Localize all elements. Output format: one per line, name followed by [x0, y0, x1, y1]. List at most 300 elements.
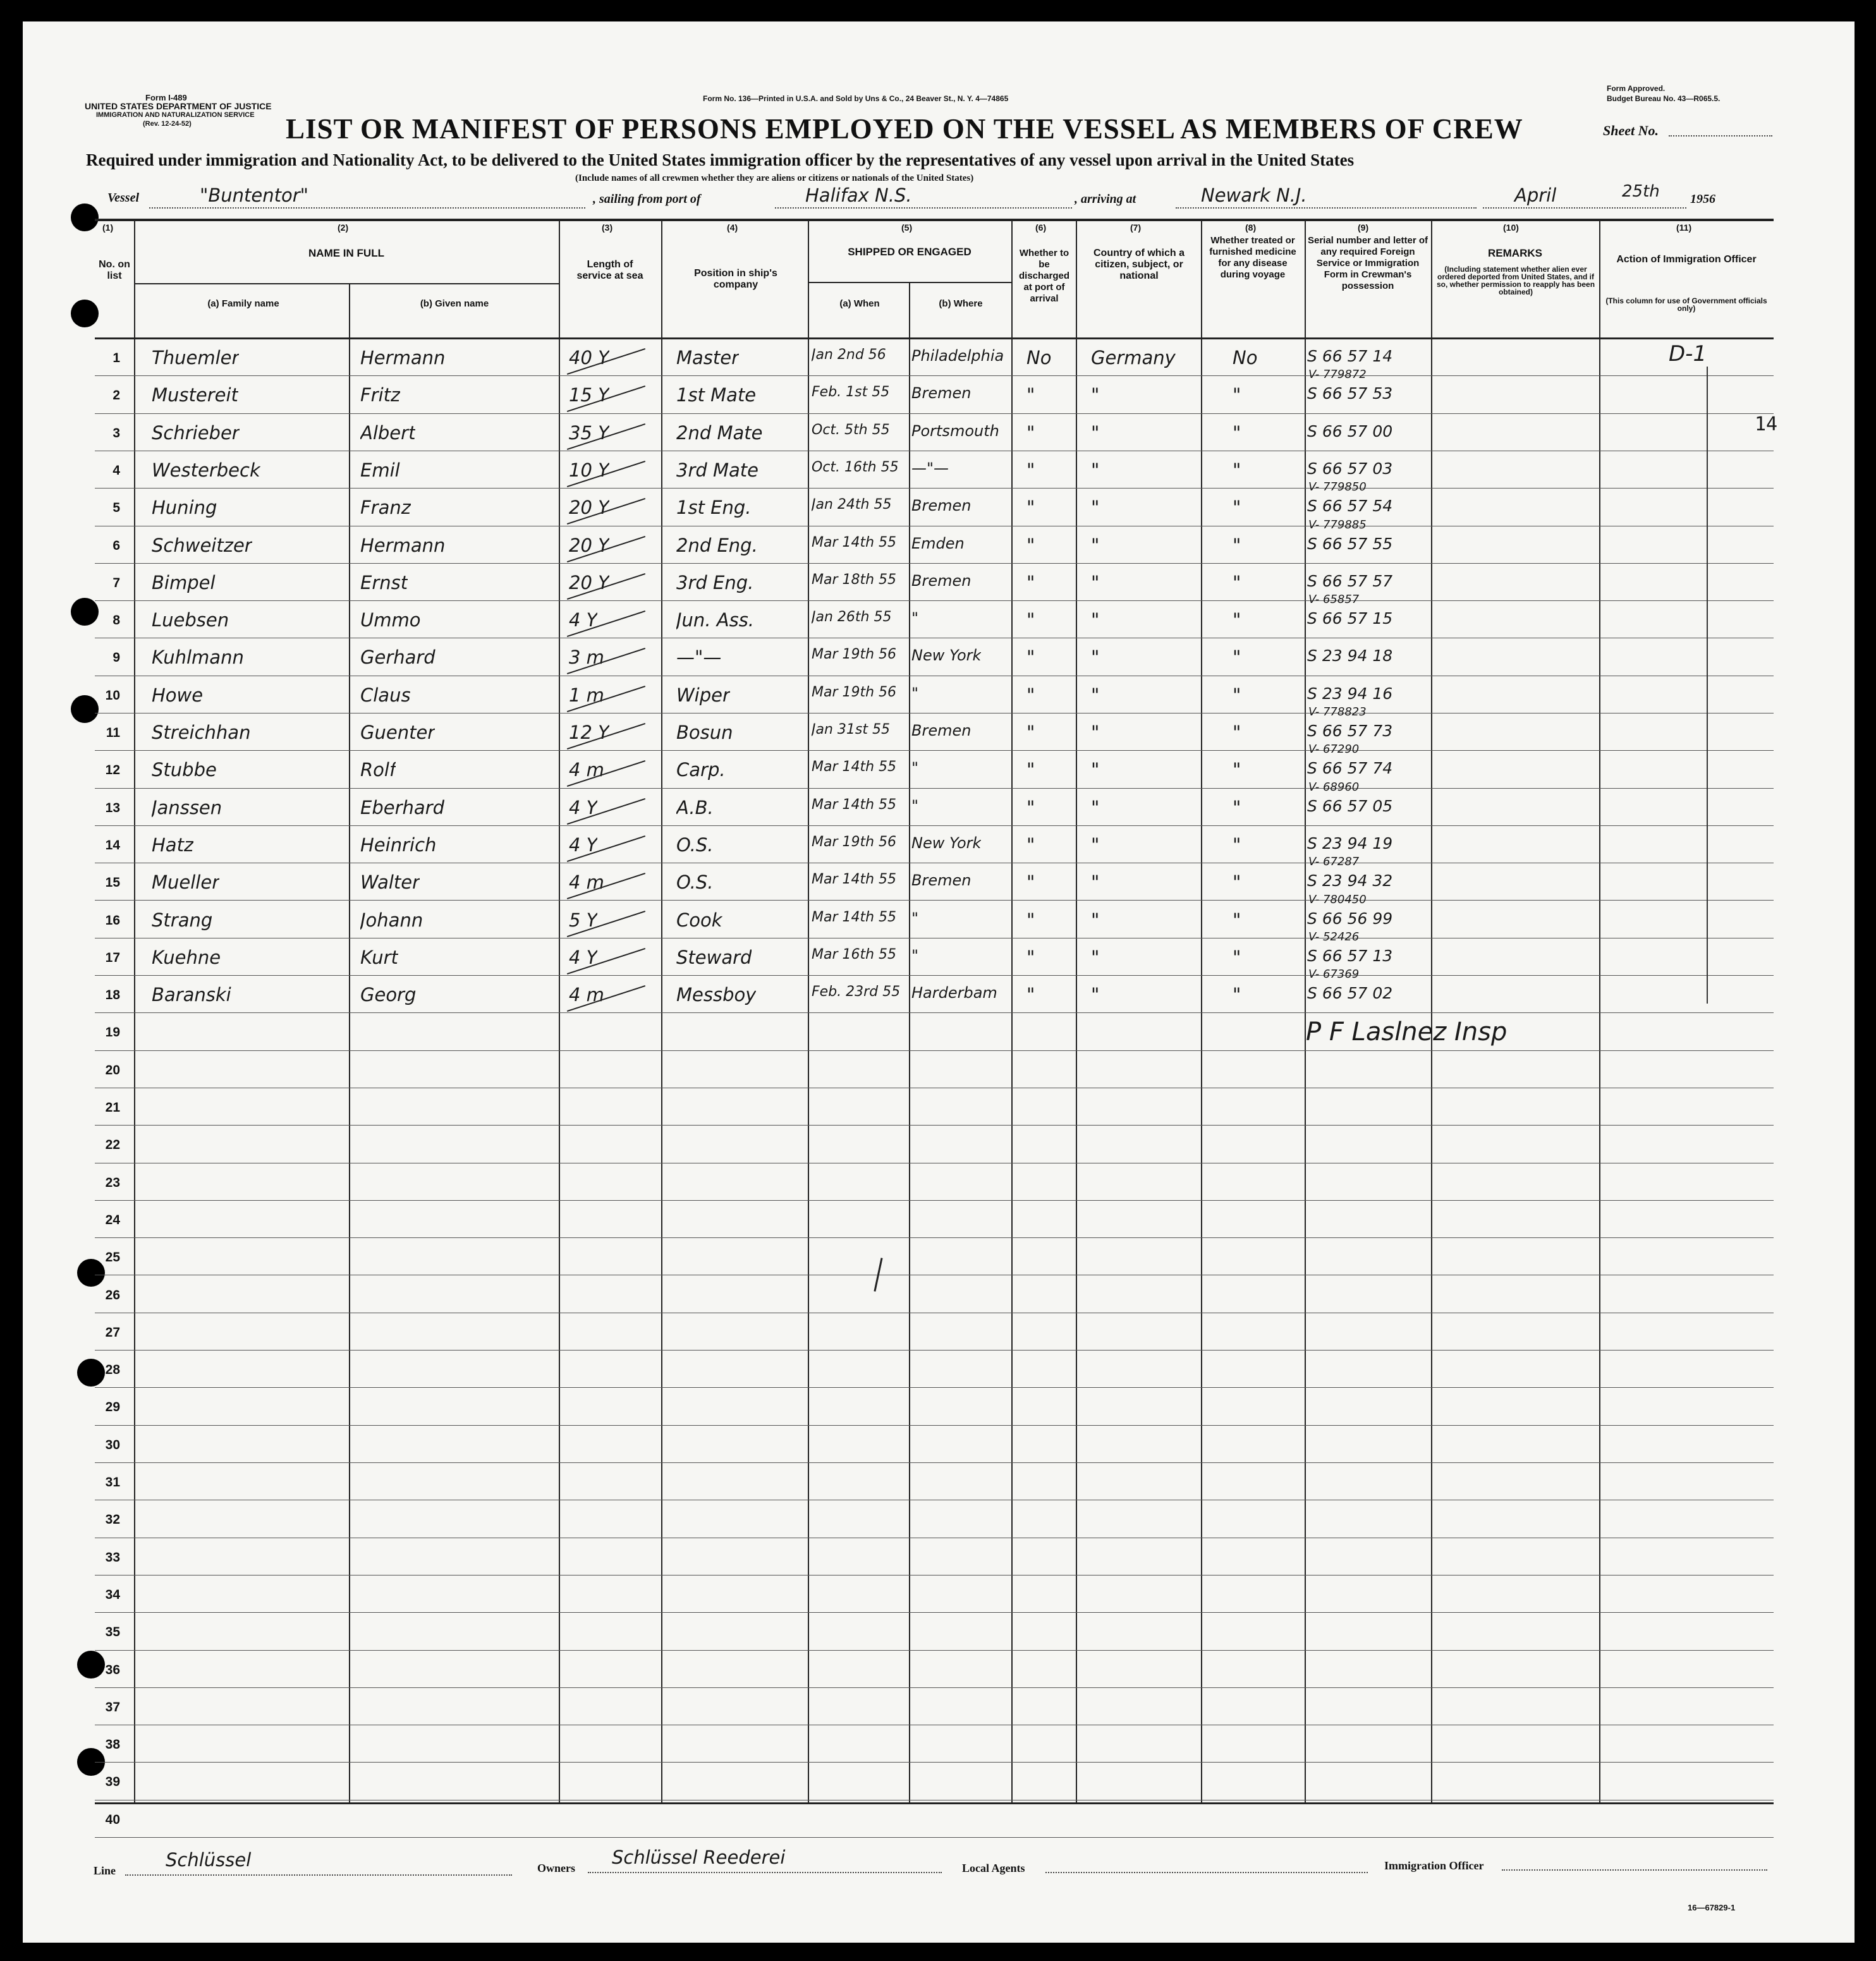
- row-number: 13: [105, 801, 120, 815]
- row-rule: [95, 375, 1774, 376]
- crew-discharged: ": [1026, 871, 1035, 893]
- crew-country: ": [1091, 647, 1100, 668]
- row-number: 17: [105, 950, 120, 965]
- crew-given: Albert: [360, 422, 416, 444]
- crew-country: ": [1091, 684, 1100, 706]
- head-action-note: (This column for use of Government officials only): [1605, 296, 1767, 313]
- head-when: (a) When: [839, 298, 880, 309]
- crew-service: 12 Y: [569, 722, 609, 743]
- crew-when: Mar 19th 56: [812, 684, 897, 700]
- row-number: 2: [113, 388, 120, 403]
- head-medicine: Whether treated or furnished medicine for any disease during voyage: [1209, 235, 1296, 280]
- col-rule: [559, 220, 560, 1802]
- crew-medicine: ": [1233, 497, 1241, 518]
- arriving-label: , arriving at: [1075, 192, 1136, 206]
- crew-medicine: ": [1233, 759, 1241, 780]
- crew-service: 4 Y: [569, 947, 598, 968]
- crew-family: Hatz: [152, 834, 194, 856]
- crew-service: 4 Y: [569, 609, 598, 631]
- col-num-11: (11): [1676, 222, 1692, 233]
- col-num-10: (10): [1503, 222, 1519, 233]
- head-remarks: REMARKS: [1488, 247, 1542, 259]
- crew-where: ": [911, 947, 919, 964]
- row-number: 14: [105, 838, 120, 853]
- crew-position: O.S.: [676, 871, 714, 893]
- crew-when: Mar 14th 55: [812, 871, 897, 887]
- crew-where: Bremen: [911, 384, 972, 402]
- crew-medicine: ": [1233, 647, 1241, 668]
- crew-medicine: ": [1233, 609, 1241, 631]
- crew-serial-visa: V- 67369: [1308, 968, 1360, 981]
- crew-position: A.B.: [676, 797, 714, 818]
- crew-medicine: ": [1233, 722, 1241, 743]
- crew-when: Jan 26th 55: [812, 609, 892, 625]
- crew-serial: S 66 57 02: [1307, 984, 1393, 1002]
- head-serial: Serial number and letter of any required Foreign Service or Immigration Form in Crewman's possession: [1307, 235, 1428, 291]
- crew-position: 3rd Eng.: [676, 572, 754, 593]
- crew-given: Kurt: [360, 947, 398, 968]
- crew-where: Portsmouth: [911, 422, 999, 440]
- crew-service: 5 Y: [569, 909, 598, 931]
- crew-when: Mar 18th 55: [812, 572, 897, 588]
- form-code: 16—67829-1: [1688, 1903, 1736, 1912]
- crew-country: ": [1091, 722, 1100, 743]
- crew-when: Feb. 23rd 55: [812, 984, 901, 1000]
- crew-serial: S 66 56 99: [1307, 909, 1393, 928]
- year: 1956: [1690, 192, 1715, 206]
- col-num-6: (6): [1035, 222, 1047, 233]
- row-number: 36: [105, 1663, 120, 1677]
- crew-serial-visa: V- 65857: [1308, 593, 1360, 606]
- crew-medicine: ": [1233, 947, 1241, 968]
- row-number: 38: [105, 1737, 120, 1752]
- row-number: 40: [105, 1812, 120, 1827]
- crew-serial: S 66 57 14: [1307, 347, 1393, 365]
- crew-serial: S 66 57 00: [1307, 422, 1393, 440]
- row-number: 1: [113, 351, 120, 365]
- vessel-name: "Buntentor": [200, 185, 308, 206]
- crew-serial-visa: V- 67287: [1308, 855, 1360, 868]
- crew-where: —"—: [911, 459, 949, 477]
- crew-country: ": [1091, 759, 1100, 780]
- crew-given: Eberhard: [360, 797, 444, 818]
- row-rule: [95, 1650, 1774, 1651]
- crew-serial-visa: V- 779872: [1308, 368, 1367, 381]
- row-number: 6: [113, 538, 120, 553]
- head-action: Action of Immigration Officer: [1616, 254, 1757, 265]
- crew-service: 4 Y: [569, 797, 598, 818]
- crew-medicine: ": [1233, 684, 1241, 706]
- crew-country: ": [1091, 572, 1100, 593]
- row-rule: [95, 1687, 1774, 1688]
- crew-country: ": [1091, 609, 1100, 631]
- row-number: 32: [105, 1512, 120, 1527]
- crew-when: Oct. 5th 55: [812, 422, 890, 438]
- crew-family: Baranski: [152, 984, 231, 1005]
- crew-given: Ummo: [360, 609, 421, 631]
- service: IMMIGRATION AND NATURALIZATION SERVICE: [96, 111, 255, 119]
- crew-given: Hermann: [360, 535, 446, 556]
- table-top-rule: [95, 219, 1774, 221]
- crew-discharged: ": [1026, 535, 1035, 556]
- crew-discharged: ": [1026, 497, 1035, 518]
- agents-label: Local Agents: [962, 1862, 1025, 1874]
- col-rule: [1011, 220, 1013, 1802]
- col-rule: [1599, 220, 1600, 1802]
- crew-country: ": [1091, 497, 1100, 518]
- owners-field: [588, 1872, 942, 1873]
- crew-position: Cook: [676, 909, 722, 931]
- crew-family: Mustereit: [152, 384, 238, 406]
- head-where: (b) Where: [939, 298, 983, 309]
- crew-when: Mar 16th 55: [812, 947, 897, 962]
- crew-service: 35 Y: [569, 422, 609, 444]
- crew-medicine: ": [1233, 984, 1241, 1005]
- action-bracket: [1707, 367, 1708, 1004]
- include-note: (Include names of all crewmen whether they are aliens or citizens or nationals of the United States): [575, 173, 974, 183]
- crew-family: Streichhan: [152, 722, 251, 743]
- punch-hole: [71, 203, 99, 231]
- col-num-8: (8): [1245, 222, 1257, 233]
- row-number: 26: [105, 1288, 120, 1302]
- crew-serial: S 66 57 54: [1307, 497, 1393, 515]
- line-value: Schlüssel: [166, 1849, 252, 1871]
- crew-where: Philadelphia: [911, 347, 1004, 365]
- row-number: 16: [105, 913, 120, 928]
- crew-medicine: No: [1233, 347, 1258, 368]
- crew-family: Mueller: [152, 871, 220, 893]
- officer-label: Immigration Officer: [1384, 1859, 1484, 1872]
- sailing-from: Halifax N.S.: [805, 185, 912, 206]
- row-number: 20: [105, 1063, 120, 1078]
- head-remarks-note: (Including statement whether alien ever ordered deported from United States, and if so, whether permission to reapply has been obtained): [1436, 265, 1595, 296]
- crew-family: Howe: [152, 684, 204, 706]
- row-rule: [95, 563, 1774, 564]
- col-num-1: (1): [102, 222, 114, 233]
- crew-given: Hermann: [360, 347, 446, 368]
- crew-service: 4 m: [569, 984, 604, 1005]
- row-number: 9: [113, 650, 120, 665]
- crew-given: Johann: [360, 909, 423, 931]
- row-number: 31: [105, 1475, 120, 1490]
- crew-serial: S 66 57 53: [1307, 384, 1393, 403]
- row-number: 23: [105, 1175, 120, 1190]
- row-rule: [95, 1350, 1774, 1351]
- sailing-line: [775, 207, 1072, 209]
- punch-hole: [71, 300, 99, 327]
- row-number: 3: [113, 426, 120, 440]
- shipped-subrule: [808, 282, 1011, 283]
- row-rule: [95, 825, 1774, 826]
- crew-service: 10 Y: [569, 459, 609, 481]
- date-month: April: [1514, 185, 1557, 206]
- crew-serial: S 66 57 05: [1307, 797, 1393, 815]
- crew-when: Mar 14th 55: [812, 797, 897, 813]
- crew-position: Master: [676, 347, 740, 368]
- row-number: 37: [105, 1700, 120, 1715]
- row-rule: [95, 413, 1774, 414]
- line-field: [125, 1874, 512, 1876]
- crew-position: O.S.: [676, 834, 714, 856]
- crew-where: Harderbam: [911, 984, 997, 1002]
- date-line: [1483, 207, 1686, 209]
- crew-discharged: ": [1026, 572, 1035, 593]
- owners-label: Owners: [537, 1862, 575, 1874]
- crew-country: ": [1091, 834, 1100, 856]
- sheet-label: Sheet No.: [1603, 123, 1659, 138]
- row-rule: [95, 1387, 1774, 1388]
- crew-position: 2nd Mate: [676, 422, 763, 444]
- crew-position: Bosun: [676, 722, 733, 743]
- crew-medicine: ": [1233, 535, 1241, 556]
- crew-where: Bremen: [911, 572, 972, 590]
- crew-service: 4 m: [569, 759, 604, 780]
- crew-position: Carp.: [676, 759, 726, 780]
- crew-service: 20 Y: [569, 535, 609, 556]
- col-rule: [808, 220, 809, 1802]
- crew-family: Schrieber: [152, 422, 240, 444]
- crew-medicine: ": [1233, 909, 1241, 931]
- crew-when: Oct. 16th 55: [812, 459, 899, 475]
- header-bottom-rule: [95, 337, 1774, 339]
- owners-value: Schlüssel Reederei: [612, 1847, 786, 1868]
- head-shipped: SHIPPED OR ENGAGED: [848, 246, 972, 258]
- head-country: Country of which a citizen, subject, or national: [1093, 248, 1185, 281]
- row-number: 25: [105, 1250, 120, 1265]
- row-rule: [95, 1050, 1774, 1051]
- department: UNITED STATES DEPARTMENT OF JUSTICE: [85, 101, 272, 111]
- crew-given: Claus: [360, 684, 411, 706]
- row-number: 4: [113, 463, 120, 478]
- row-number: 8: [113, 613, 120, 628]
- crew-discharged: ": [1026, 722, 1035, 743]
- crew-discharged: ": [1026, 609, 1035, 631]
- crew-given: Gerhard: [360, 647, 436, 668]
- row-rule: [95, 900, 1774, 901]
- col-rule: [134, 220, 135, 1802]
- crew-medicine: ": [1233, 459, 1241, 481]
- crew-discharged: ": [1026, 422, 1035, 444]
- col-rule: [1076, 220, 1077, 1802]
- crew-discharged: ": [1026, 984, 1035, 1005]
- crew-position: Steward: [676, 947, 752, 968]
- crew-serial: S 66 57 03: [1307, 459, 1393, 478]
- crew-family: Schweitzer: [152, 535, 252, 556]
- crew-medicine: ": [1233, 871, 1241, 893]
- row-number: 28: [105, 1363, 120, 1377]
- table-bottom-rule: [95, 1802, 1774, 1804]
- row-rule: [95, 600, 1774, 601]
- crew-serial-visa: V- 52426: [1308, 930, 1360, 944]
- crew-position: —"—: [676, 647, 722, 668]
- crew-when: Jan 31st 55: [812, 722, 890, 738]
- crew-where: ": [911, 609, 919, 627]
- crew-serial: S 23 94 19: [1307, 834, 1393, 853]
- row-rule: [95, 975, 1774, 976]
- sailing-label: , sailing from port of: [593, 192, 701, 206]
- crew-discharged: ": [1026, 459, 1035, 481]
- action-mark: D-1: [1669, 341, 1707, 367]
- col-num-4: (4): [727, 222, 738, 233]
- head-family-name: (a) Family name: [207, 298, 279, 309]
- row-number: 22: [105, 1138, 120, 1152]
- row-rule: [95, 1462, 1774, 1463]
- row-rule: [95, 750, 1774, 751]
- form-id: Form I-489: [145, 93, 187, 102]
- row-number: 29: [105, 1400, 120, 1414]
- crew-given: Rolf: [360, 759, 396, 780]
- col-num-5: (5): [901, 222, 913, 233]
- crew-serial-visa: V- 778823: [1308, 705, 1367, 719]
- crew-when: Mar 19th 56: [812, 647, 897, 662]
- crew-position: 1st Mate: [676, 384, 757, 406]
- crew-service: 15 Y: [569, 384, 609, 406]
- crew-where: ": [911, 909, 919, 927]
- crew-discharged: ": [1026, 797, 1035, 818]
- crew-medicine: ": [1233, 384, 1241, 406]
- crew-where: Bremen: [911, 871, 972, 889]
- arriving-line: [1176, 207, 1477, 209]
- crew-serial: S 23 94 18: [1307, 647, 1393, 665]
- row-number: 18: [105, 988, 120, 1002]
- row-number: 19: [105, 1025, 120, 1040]
- crew-family: Westerbeck: [152, 459, 260, 481]
- col-rule: [1201, 220, 1202, 1802]
- crew-position: 2nd Eng.: [676, 535, 758, 556]
- col-rule: [1305, 220, 1306, 1802]
- row-number: 7: [113, 576, 120, 590]
- crew-position: 3rd Mate: [676, 459, 759, 481]
- crew-where: New York: [911, 834, 982, 852]
- crew-service: 20 Y: [569, 572, 609, 593]
- crew-where: Emden: [911, 535, 965, 552]
- crew-medicine: ": [1233, 422, 1241, 444]
- row-number: 39: [105, 1775, 120, 1789]
- crew-country: Germany: [1091, 347, 1176, 368]
- crew-where: Bremen: [911, 497, 972, 514]
- row-rule: [95, 1837, 1774, 1838]
- row-rule: [95, 788, 1774, 789]
- crew-where: ": [911, 684, 919, 702]
- crew-discharged: ": [1026, 759, 1035, 780]
- row-rule: [95, 1762, 1774, 1763]
- crew-serial-visa: V- 67290: [1308, 743, 1360, 756]
- crew-country: ": [1091, 984, 1100, 1005]
- row-number: 12: [105, 763, 120, 777]
- crew-serial-visa: V- 779850: [1308, 480, 1367, 494]
- crew-service: 4 Y: [569, 834, 598, 856]
- line-label: Line: [94, 1864, 116, 1877]
- agents-field: [1045, 1872, 1368, 1873]
- name-subrule: [134, 283, 559, 284]
- crew-service: 4 m: [569, 871, 604, 893]
- crew-where: ": [911, 797, 919, 815]
- crew-given: Fritz: [360, 384, 401, 406]
- manifest-title: LIST OR MANIFEST OF PERSONS EMPLOYED ON THE VESSEL AS MEMBERS OF CREW: [286, 113, 1523, 145]
- crew-given: Heinrich: [360, 834, 437, 856]
- manifest-page: [23, 21, 1855, 1943]
- crew-serial: S 23 94 32: [1307, 871, 1393, 890]
- arriving-at: Newark N.J.: [1201, 185, 1307, 206]
- crew-country: ": [1091, 871, 1100, 893]
- row-number: 21: [105, 1100, 120, 1115]
- col-rule: [1431, 220, 1432, 1802]
- crew-discharged: ": [1026, 647, 1035, 668]
- date-day: 25th: [1622, 182, 1660, 201]
- crew-family: Luebsen: [152, 609, 229, 631]
- col-num-3: (3): [602, 222, 613, 233]
- crew-family: Thuemler: [152, 347, 240, 368]
- crew-family: Huning: [152, 497, 217, 518]
- crew-given: Franz: [360, 497, 411, 518]
- officer-field: [1502, 1869, 1767, 1871]
- crew-serial: S 23 94 16: [1307, 684, 1393, 703]
- row-rule: [95, 488, 1774, 489]
- crew-service: 40 Y: [569, 347, 609, 368]
- subtitle: Required under immigration and Nationality Act, to be delivered to the United States immigration officer by the representatives of any vessel upon arrival in the United States: [86, 150, 1355, 169]
- crew-discharged: ": [1026, 834, 1035, 856]
- crew-family: Kuehne: [152, 947, 221, 968]
- crew-serial: S 66 57 55: [1307, 535, 1393, 553]
- crew-service: 3 m: [569, 647, 604, 668]
- row-number: 27: [105, 1325, 120, 1340]
- row-rule: [95, 1237, 1774, 1238]
- crew-serial: S 66 57 15: [1307, 609, 1393, 628]
- crew-discharged: ": [1026, 909, 1035, 931]
- crew-country: ": [1091, 459, 1100, 481]
- crew-given: Emil: [360, 459, 400, 481]
- crew-when: Mar 14th 55: [812, 759, 897, 775]
- sheet-line: [1669, 135, 1772, 137]
- row-rule: [95, 1200, 1774, 1201]
- row-number: 35: [105, 1625, 120, 1639]
- crew-serial: S 66 57 13: [1307, 947, 1393, 965]
- crew-family: Stubbe: [152, 759, 217, 780]
- crew-discharged: ": [1026, 684, 1035, 706]
- head-discharged: Whether to be discharged at port of arrival: [1018, 248, 1070, 304]
- crew-serial-visa: V- 780450: [1308, 893, 1367, 906]
- crew-position: 1st Eng.: [676, 497, 752, 518]
- crew-position: Wiper: [676, 684, 730, 706]
- crew-when: Mar 14th 55: [812, 909, 897, 925]
- crew-given: Georg: [360, 984, 417, 1005]
- approval-1: Form Approved.: [1607, 84, 1666, 93]
- crew-where: ": [911, 759, 919, 777]
- row-number: 24: [105, 1213, 120, 1227]
- crew-where: Bremen: [911, 722, 972, 739]
- crew-when: Mar 19th 56: [812, 834, 897, 850]
- crew-serial-visa: V- 68960: [1308, 780, 1360, 794]
- row-number: 34: [105, 1588, 120, 1602]
- crew-country: ": [1091, 947, 1100, 968]
- crew-position: Jun. Ass.: [676, 609, 755, 631]
- crew-when: Jan 2nd 56: [812, 347, 886, 363]
- row-rule: [95, 1012, 1774, 1013]
- head-name-in-full: NAME IN FULL: [308, 247, 384, 259]
- margin-number: 14: [1755, 413, 1778, 435]
- crew-given: Ernst: [360, 572, 408, 593]
- crew-given: Walter: [360, 871, 420, 893]
- vessel-line: [149, 207, 585, 209]
- crew-when: Jan 24th 55: [812, 497, 892, 513]
- row-number: 15: [105, 875, 120, 890]
- crew-medicine: ": [1233, 572, 1241, 593]
- crew-family: Strang: [152, 909, 213, 931]
- crew-serial: S 66 57 73: [1307, 722, 1393, 740]
- printer-note: Form No. 136—Printed in U.S.A. and Sold by Uns & Co., 24 Beaver St., N. Y. 4—74865: [703, 94, 1009, 103]
- crew-discharged: ": [1026, 384, 1035, 406]
- crew-when: Mar 14th 55: [812, 535, 897, 550]
